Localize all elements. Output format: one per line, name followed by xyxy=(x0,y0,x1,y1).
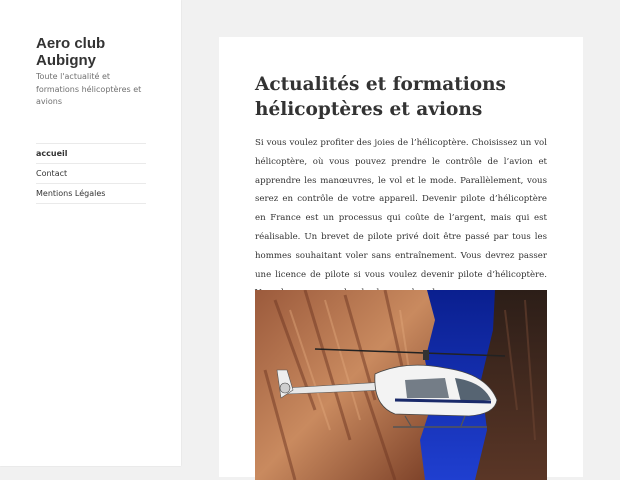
site-description: Toute l'actualité et formations hélicoptères et avions xyxy=(36,72,142,106)
nav-item-mentions-legales[interactable]: Mentions Légales xyxy=(36,184,146,204)
main-navigation xyxy=(36,143,146,204)
helicopter-photo xyxy=(255,290,547,480)
article-body: Si vous voulez profiter des joies de l’hélicoptère. Choisissez un vol hélicoptère, où vous pouvez prendre le contrôle de l’avion et apprendre les manœuvres, le vol et le mode. Parallèlement, vous serez en contrôle de votre appareil. Devenir pilote d’hélicoptère en France est un processus qui coûte de l’argent, mais qui est réalisable. Un brevet de pilote privé doit être passé par tous les hommes souhaitant voler sans entraînement. Vous devrez passer une licence de pilote si vous voulez devenir pilote d’hélicoptère. xyxy=(255,138,547,280)
sidebar xyxy=(0,0,181,466)
article-title: Actualités et formations hélicoptères et avions xyxy=(255,74,506,120)
main-content xyxy=(219,37,583,477)
nav-item-contact[interactable]: Contact xyxy=(36,164,146,184)
nav-item-accueil[interactable]: accueil xyxy=(36,144,146,164)
site-title[interactable]: Aero club Aubigny xyxy=(36,35,106,69)
